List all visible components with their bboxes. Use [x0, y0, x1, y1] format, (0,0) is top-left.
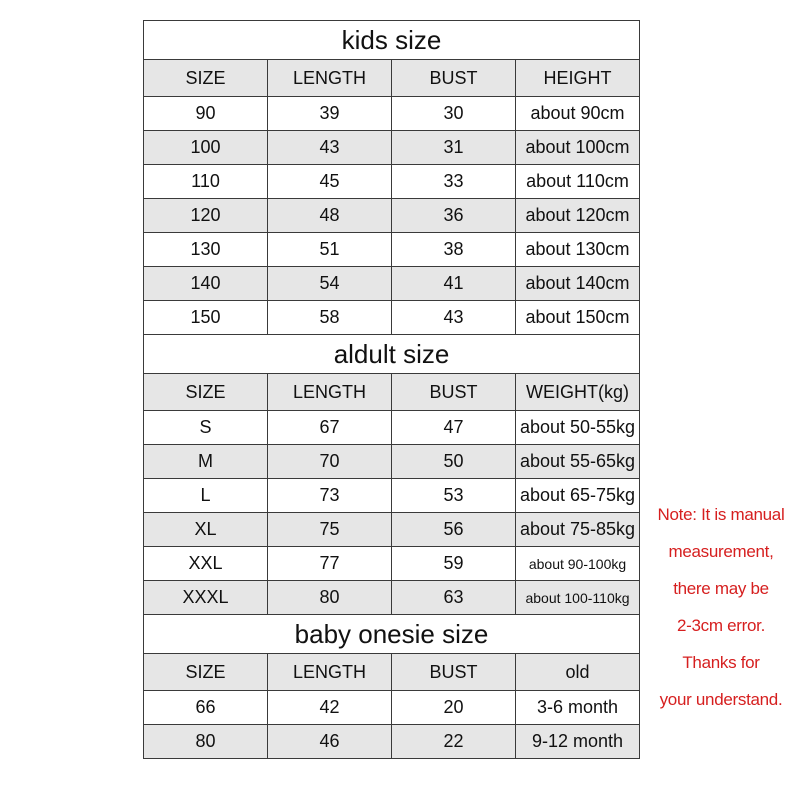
table-cell: 77 [268, 547, 392, 581]
table-row [144, 513, 640, 547]
table-cell: about 150cm [516, 301, 640, 335]
table-row [144, 445, 640, 479]
column-header: old [516, 654, 640, 691]
baby-header-row [144, 654, 640, 691]
note-line: measurement, [668, 542, 774, 561]
table-row [144, 267, 640, 301]
table-cell: 43 [392, 301, 516, 335]
table-cell: 53 [392, 479, 516, 513]
table-cell: about 55-65kg [516, 445, 640, 479]
kids-header-row [144, 60, 640, 97]
table-cell: about 65-75kg [516, 479, 640, 513]
table-row [144, 691, 640, 725]
table-cell: about 50-55kg [516, 411, 640, 445]
table-cell: 47 [392, 411, 516, 445]
measurement-note [645, 496, 797, 718]
table-cell: 45 [268, 165, 392, 199]
adult-size-title: aldult size [144, 335, 640, 374]
table-row [144, 547, 640, 581]
table-cell: about 75-85kg [516, 513, 640, 547]
table-row [144, 97, 640, 131]
table-cell: 56 [392, 513, 516, 547]
column-header: WEIGHT(kg) [516, 374, 640, 411]
size-chart-table [143, 20, 640, 759]
section-title-row [144, 21, 640, 60]
column-header: HEIGHT [516, 60, 640, 97]
table-cell: 50 [392, 445, 516, 479]
table-cell: 38 [392, 233, 516, 267]
table-cell: about 100-110kg [516, 581, 640, 615]
table-cell: S [144, 411, 268, 445]
column-header: SIZE [144, 374, 268, 411]
table-cell: about 120cm [516, 199, 640, 233]
table-cell: 54 [268, 267, 392, 301]
note-line: Thanks for [682, 653, 760, 672]
column-header: SIZE [144, 654, 268, 691]
note-line: your understand. [659, 690, 783, 709]
table-cell: 67 [268, 411, 392, 445]
table-row [144, 411, 640, 445]
table-cell: 39 [268, 97, 392, 131]
table-cell: about 130cm [516, 233, 640, 267]
note-line: Note: It is manual [657, 505, 785, 524]
table-row [144, 131, 640, 165]
table-cell: 100 [144, 131, 268, 165]
note-line: 2-3cm error. [676, 616, 766, 635]
table-cell: M [144, 445, 268, 479]
table-cell: about 100cm [516, 131, 640, 165]
table-cell: 63 [392, 581, 516, 615]
note-line: there may be [673, 579, 769, 598]
table-row [144, 479, 640, 513]
table-cell: 20 [392, 691, 516, 725]
column-header: BUST [392, 374, 516, 411]
table-cell: 150 [144, 301, 268, 335]
baby-size-title: baby onesie size [144, 615, 640, 654]
table-cell: 9-12 month [516, 725, 640, 759]
table-cell: 75 [268, 513, 392, 547]
table-cell: 43 [268, 131, 392, 165]
table-cell: about 140cm [516, 267, 640, 301]
table-cell: 120 [144, 199, 268, 233]
table-cell: 30 [392, 97, 516, 131]
table-cell: 42 [268, 691, 392, 725]
table-cell: 31 [392, 131, 516, 165]
table-cell: 70 [268, 445, 392, 479]
table-cell: 48 [268, 199, 392, 233]
column-header: LENGTH [268, 654, 392, 691]
table-cell: 140 [144, 267, 268, 301]
table-cell: 58 [268, 301, 392, 335]
section-title-row [144, 335, 640, 374]
table-row [144, 199, 640, 233]
table-cell: 46 [268, 725, 392, 759]
table-cell: 36 [392, 199, 516, 233]
table-cell: 3-6 month [516, 691, 640, 725]
table-cell: 59 [392, 547, 516, 581]
table-row [144, 165, 640, 199]
table-cell: L [144, 479, 268, 513]
table-cell: 41 [392, 267, 516, 301]
table-cell: 90 [144, 97, 268, 131]
column-header: BUST [392, 654, 516, 691]
table-row [144, 233, 640, 267]
column-header: SIZE [144, 60, 268, 97]
table-cell: 73 [268, 479, 392, 513]
table-cell: 22 [392, 725, 516, 759]
table-row [144, 725, 640, 759]
section-title-row [144, 615, 640, 654]
column-header: BUST [392, 60, 516, 97]
table-cell: 130 [144, 233, 268, 267]
table-cell: about 90cm [516, 97, 640, 131]
table-cell: 33 [392, 165, 516, 199]
table-cell: about 90-100kg [516, 547, 640, 581]
table-row [144, 301, 640, 335]
table-cell: 110 [144, 165, 268, 199]
table-cell: 80 [268, 581, 392, 615]
table-cell: 51 [268, 233, 392, 267]
adult-header-row [144, 374, 640, 411]
table-cell: 66 [144, 691, 268, 725]
kids-size-title: kids size [144, 21, 640, 60]
table-cell: 80 [144, 725, 268, 759]
column-header: LENGTH [268, 60, 392, 97]
table-cell: XL [144, 513, 268, 547]
table-cell: XXXL [144, 581, 268, 615]
column-header: LENGTH [268, 374, 392, 411]
table-row [144, 581, 640, 615]
table-cell: about 110cm [516, 165, 640, 199]
table-cell: XXL [144, 547, 268, 581]
